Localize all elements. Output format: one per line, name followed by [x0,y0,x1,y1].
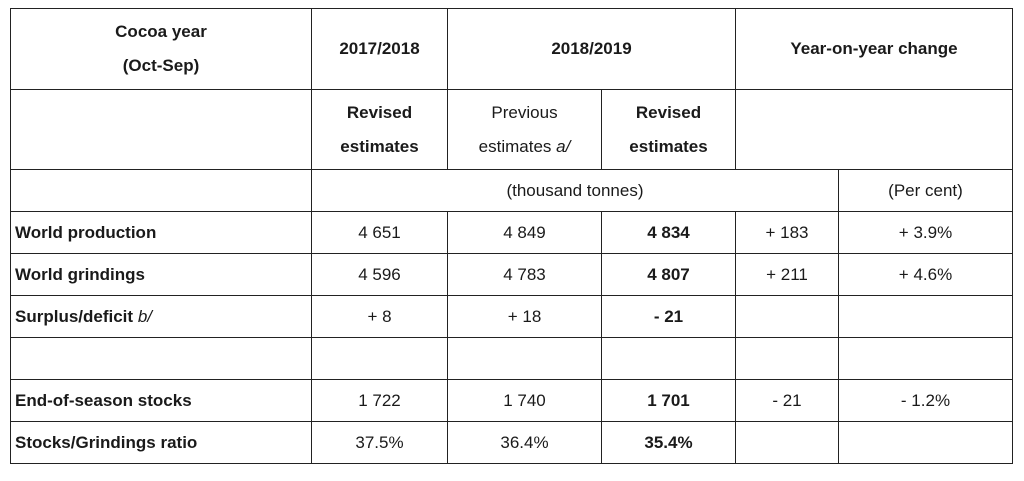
cocoa-balance-table [10,8,1013,464]
header-row [11,9,1013,90]
revised-label: Revised [635,102,702,122]
units-row [11,170,1013,212]
subheader-row [11,90,1013,170]
table-row [11,422,1013,464]
cocoa-year-label: Cocoa year [115,22,207,41]
value-percent [839,338,1013,380]
per-cent-unit: (Per cent) [839,170,1013,212]
estimates-label: estimates [629,136,708,156]
yoy-change-header: Year-on-year change [736,9,1013,90]
value-change: - 21 [736,380,839,422]
value-revised: 35.4% [602,422,736,464]
value-revised: 1 701 [602,380,736,422]
row-label [11,338,312,380]
value-previous: 1 740 [448,380,602,422]
value-previous: + 18 [448,296,602,338]
value-previous: 4 783 [448,254,602,296]
empty-cell [11,170,312,212]
table-row [11,254,1013,296]
value-change [736,338,839,380]
previous-estimates-header [448,90,602,170]
value-percent: + 3.9% [839,212,1013,254]
row-label: World production [11,212,312,254]
row-label [11,296,312,338]
value-percent [839,422,1013,464]
footnote-b: b/ [137,306,152,326]
cocoa-year-period: (Oct-Sep) [122,56,200,75]
empty-cell [11,90,312,170]
value-2017-2018: + 8 [312,296,448,338]
value-2017-2018 [312,338,448,380]
value-revised [602,338,736,380]
estimates-label: estimates [478,136,552,156]
row-label: End-of-season stocks [11,380,312,422]
previous-estimates-line [452,130,597,164]
value-revised: - 21 [602,296,736,338]
table-row [11,338,1013,380]
value-change: + 211 [736,254,839,296]
table-row [11,212,1013,254]
empty-cell [736,90,1013,170]
value-2017-2018: 4 596 [312,254,448,296]
thousand-tonnes-unit: (thousand tonnes) [312,170,839,212]
value-2017-2018: 4 651 [312,212,448,254]
previous-label: Previous [491,102,558,122]
value-2017-2018: 37.5% [312,422,448,464]
revised-estimates-2018-header [602,90,736,170]
value-revised: 4 807 [602,254,736,296]
year-2018-2019-header: 2018/2019 [448,9,736,90]
value-previous [448,338,602,380]
value-percent: - 1.2% [839,380,1013,422]
value-change [736,296,839,338]
year-2017-2018-header: 2017/2018 [312,9,448,90]
table-row [11,296,1013,338]
footnote-a: a/ [556,136,571,156]
row-label: Stocks/Grindings ratio [11,422,312,464]
value-percent [839,296,1013,338]
value-previous: 36.4% [448,422,602,464]
cocoa-year-header [11,9,312,90]
value-revised: 4 834 [602,212,736,254]
estimates-label: estimates [340,136,419,156]
value-2017-2018: 1 722 [312,380,448,422]
row-label: World grindings [11,254,312,296]
value-change [736,422,839,464]
revised-label: Revised [346,102,413,122]
revised-estimates-2017-header [312,90,448,170]
row-label-text: Surplus/deficit [15,306,134,326]
table-row [11,380,1013,422]
value-change: + 183 [736,212,839,254]
value-percent: + 4.6% [839,254,1013,296]
value-previous: 4 849 [448,212,602,254]
